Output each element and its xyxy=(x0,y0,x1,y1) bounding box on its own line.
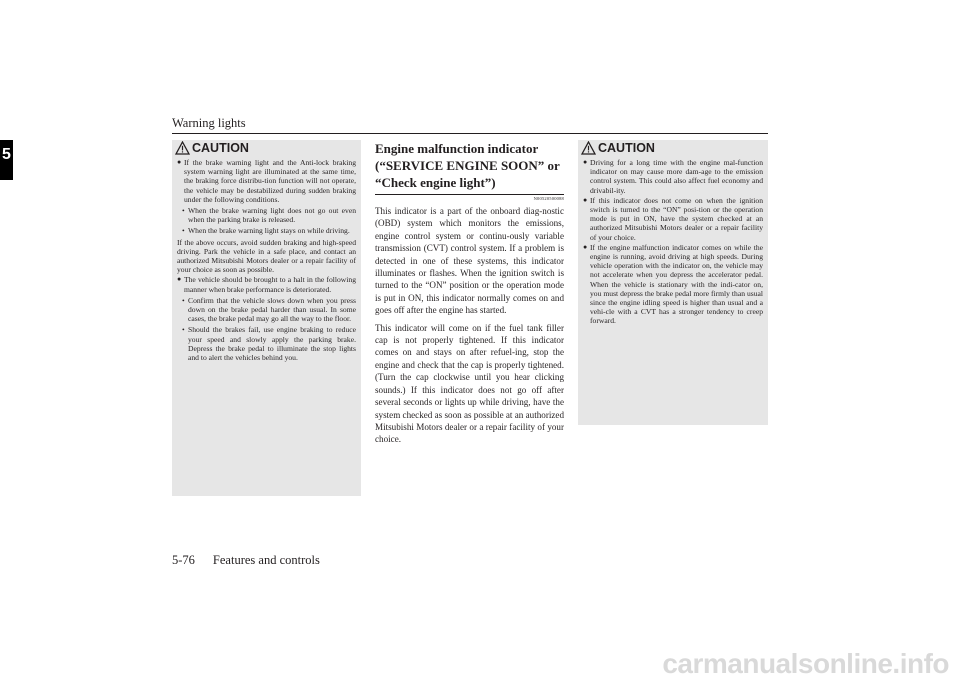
section-heading: Engine malfunction indicator (“SERVICE ENGINE SOON” or “Check engine light”) xyxy=(375,141,560,190)
footer-section: Features and controls xyxy=(212,553,320,567)
chapter-number: 5 xyxy=(2,146,11,163)
header-rule xyxy=(172,133,768,134)
body-paragraph: This indicator will come on if the fuel tank filler cap is not properly tightened. If this indicator comes on and stays on after refuel-ing, stop the engine and check that the cap is properly tightened. (Turn the cap clockwise until you hear clicking sounds.) If this indicator does not go off after several seconds or lights up while driving, have the system checked as soon as possible at an authorized Mitsubishi Motors dealer or a repair facility of your choice. xyxy=(375,322,564,445)
caution-box-engine xyxy=(578,140,768,425)
page-number: 5-76 xyxy=(172,553,195,567)
subitem-text: When the brake warning light does not go out even when the parking brake is released. xyxy=(188,206,356,225)
sub-bullet-icon: • xyxy=(182,226,185,236)
subitem-text: Confirm that the vehicle slows down when you press down on the brake pedal harder than usual. In some cases, the brake pedal may go all the way to the floor. xyxy=(188,295,356,324)
page-footer xyxy=(172,553,320,568)
caution-bullet xyxy=(177,158,356,204)
bullet-text: If the brake warning light and the Anti-lock braking system warning light are illuminated at the same time, the braking force distribu-tion function will not operate, the vehicle may be destabilized during sudden braking under the following conditions. xyxy=(184,158,356,204)
caution-label: CAUTION xyxy=(192,141,249,155)
sub-bullet-icon: • xyxy=(182,295,185,305)
sub-bullet-icon: • xyxy=(182,206,185,216)
caution-paragraph: If the above occurs, avoid sudden braking and high-speed driving. Park the vehicle in a safe place, and contact an authorized Mitsubishi Motors dealer or a repair facility of your choice as soon as possible. xyxy=(177,237,356,275)
bullet-dot-icon: ● xyxy=(583,195,588,204)
caution-bullet xyxy=(583,158,763,195)
caution-heading xyxy=(581,141,655,155)
bullet-text: Driving for a long time with the engine mal-function indicator on may cause more dam-age to the emission control system. This could also affect fuel economy and drivabil-ity. xyxy=(590,158,763,195)
watermark: carmanualsonline.info xyxy=(662,648,949,679)
caution-subitem xyxy=(177,226,356,235)
warning-triangle-icon xyxy=(175,141,190,155)
warning-triangle-icon xyxy=(581,141,596,155)
caution-bullet xyxy=(177,275,356,293)
caution-subitem xyxy=(177,296,356,324)
heading-rule xyxy=(375,194,564,195)
caution-label: CAUTION xyxy=(598,141,655,155)
caution-subitem xyxy=(177,206,356,224)
bullet-dot-icon: ● xyxy=(177,275,182,284)
caution-box-brakes xyxy=(172,140,361,496)
caution-heading xyxy=(175,141,249,155)
caution-subitem xyxy=(177,325,356,362)
bullet-dot-icon: ● xyxy=(177,158,182,166)
caution-bullet xyxy=(583,243,763,326)
section-body xyxy=(375,205,564,451)
sub-bullet-icon: • xyxy=(182,325,185,335)
subitem-text: When the brake warning light stays on while driving. xyxy=(188,226,350,236)
bullet-text: If the engine malfunction indicator comes on while the engine is running, avoid driving at high speeds. During vehicle operation with the indicator on, the vehicle may not accelerate when you depress the accelerator pedal. When the vehicle is stationary with the indi-cator on, you must depress the brake pedal more firmly than usual since the engine idling speed is higher than usual and a vehi-cle with a CVT has a stronger tendency to creep forward. xyxy=(590,242,763,326)
running-header: Warning lights xyxy=(172,116,246,130)
document-code: N00520500088 xyxy=(533,196,564,201)
caution-bullet xyxy=(583,196,763,242)
bullet-dot-icon: ● xyxy=(583,158,588,166)
bullet-text: If this indicator does not come on when the ignition switch is turned to the “ON” posi-tion or the operation mode is put in ON, have the system checked at an authorized Mitsubishi Motors dealer or a repair facility of your choice. xyxy=(590,195,763,242)
body-paragraph: This indicator is a part of the onboard diag-nostic (OBD) system which monitors the emissions, engine control system or continu-ously variable transmission (CVT) control system. If a problem is detected in one of these systems, this indicator illuminates or flashes. When the ignition switch is turned to the “ON” position or the operation mode is put in ON, this indicator normally comes on and goes off after the engine has started. xyxy=(375,206,564,316)
subitem-text: Should the brakes fail, use engine braking to reduce your speed and slowly apply the parking brake. Depress the brake pedal to illuminate the stop lights and to alert the vehicles behind you. xyxy=(188,325,356,363)
bullet-text: The vehicle should be brought to a halt in the following manner when brake performance is deteriorated. xyxy=(184,275,356,294)
bullet-dot-icon: ● xyxy=(583,242,588,251)
